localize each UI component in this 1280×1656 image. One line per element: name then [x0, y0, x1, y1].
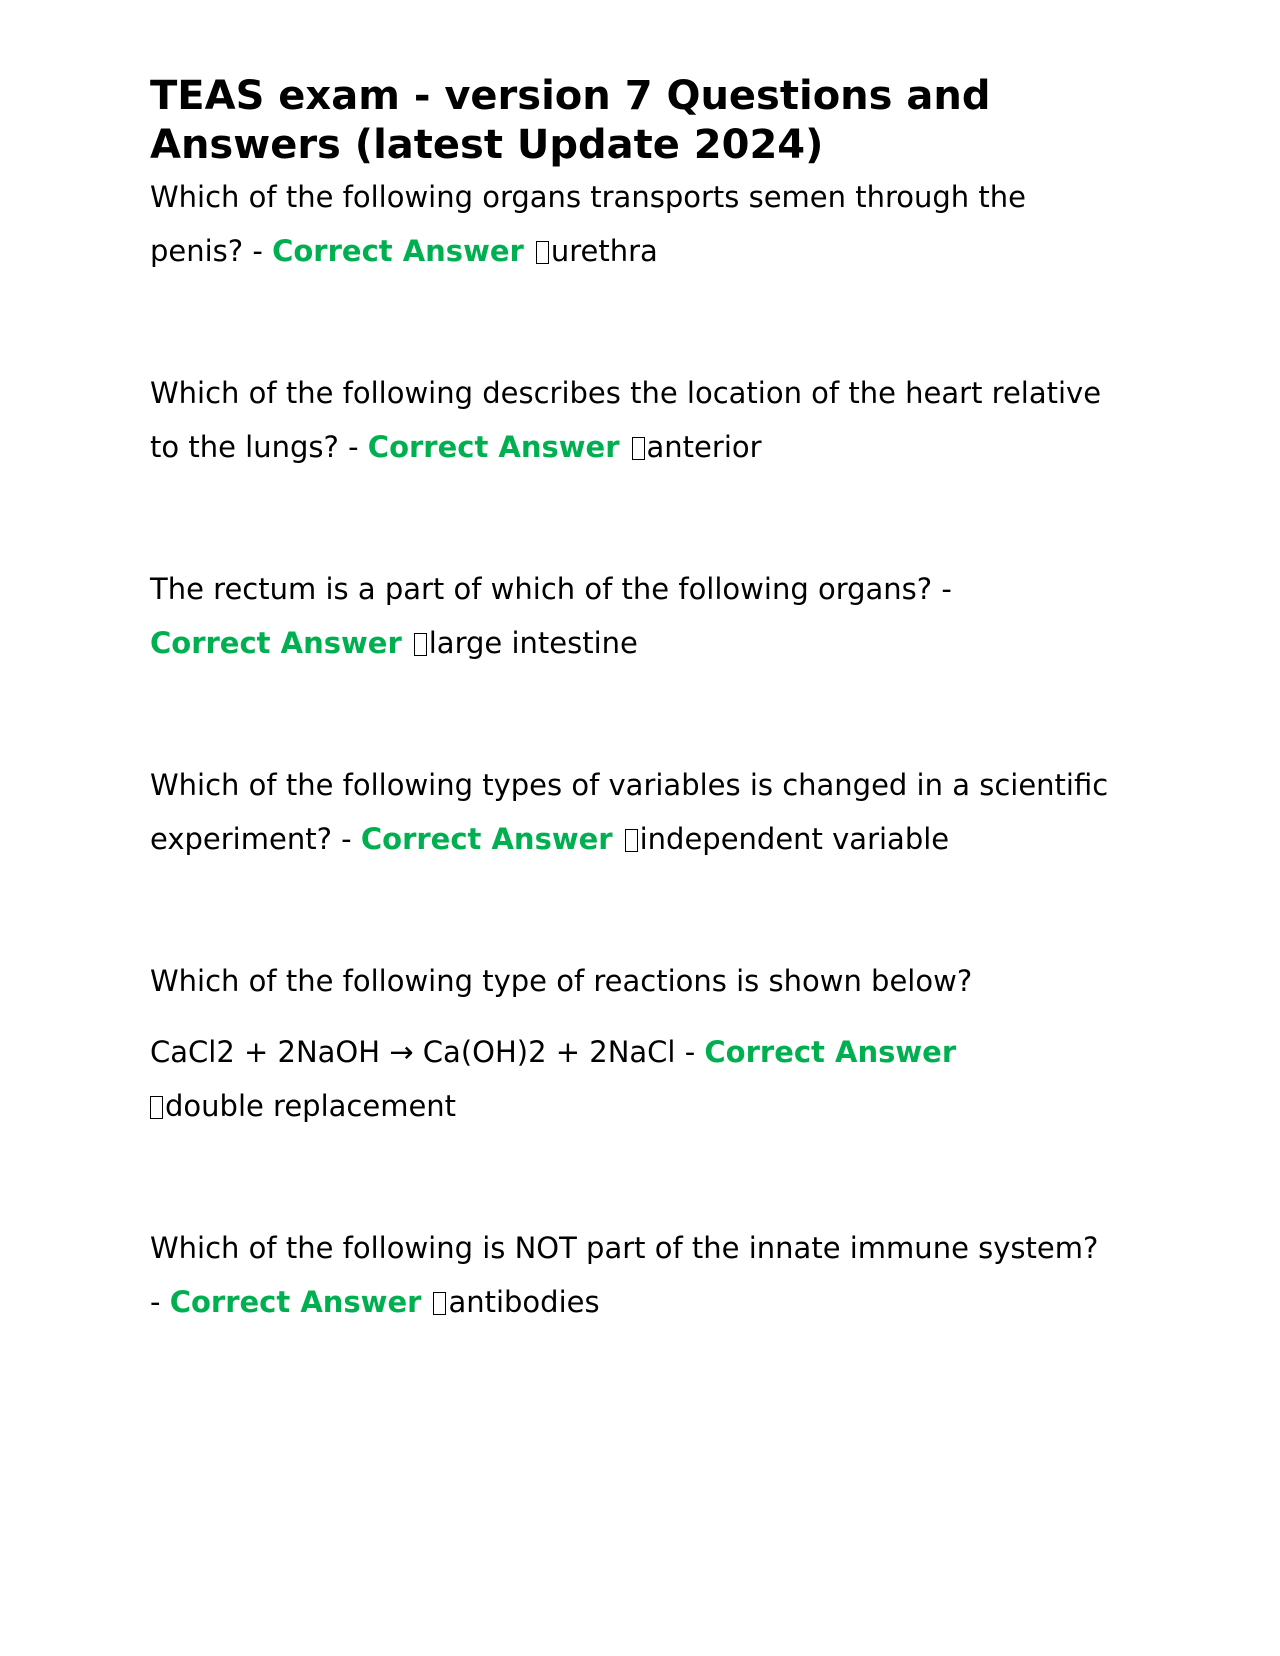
question-text: The rectum is a part of which of the following organs? -	[150, 572, 952, 606]
missing-glyph-icon	[536, 241, 549, 264]
missing-glyph-icon	[632, 437, 645, 460]
answer-text: double replacement	[165, 1089, 457, 1123]
document-title: TEAS exam - version 7 Questions and Answers (latest Update 2024)	[150, 73, 991, 168]
missing-glyph-icon	[414, 633, 427, 656]
answer-text: anterior	[646, 430, 762, 464]
qa-item-1	[150, 170, 1110, 278]
question-text: Which of the following describes the location of the heart relative to the lungs? -	[150, 376, 1102, 464]
answer-text: urethra	[550, 234, 658, 268]
correct-answer-label: Correct Answer	[367, 430, 620, 464]
correct-answer-label: Correct Answer	[150, 626, 402, 660]
question-text: Which of the following types of variables is changed in a scientific experiment? -	[150, 768, 1109, 856]
qa-item-6	[150, 1221, 1110, 1329]
question-text: CaCl2 + 2NaOH → Ca(OH)2 + 2NaCl -	[150, 1035, 705, 1069]
qa-item-4	[150, 758, 1110, 866]
missing-glyph-icon	[150, 1096, 163, 1119]
question-text: Which of the following organs transports semen through the penis? -	[150, 180, 1026, 268]
missing-glyph-icon	[433, 1292, 446, 1315]
correct-answer-label: Correct Answer	[169, 1285, 422, 1319]
answer-text: large intestine	[428, 626, 638, 660]
answer-text: independent variable	[639, 822, 950, 856]
question-intro-text: Which of the following type of reactions is shown below?	[150, 964, 973, 998]
correct-answer-label: Correct Answer	[704, 1035, 957, 1069]
qa-item-5	[150, 954, 1110, 1133]
correct-answer-label: Correct Answer	[272, 234, 524, 268]
correct-answer-label: Correct Answer	[360, 822, 613, 856]
qa-item-3	[150, 562, 1110, 670]
missing-glyph-icon	[625, 829, 638, 852]
answer-text: antibodies	[448, 1285, 600, 1319]
qa-item-2	[150, 366, 1110, 474]
document-page	[150, 72, 1110, 1329]
question-text: Which of the following is NOT part of the innate immune system? -	[150, 1231, 1099, 1319]
